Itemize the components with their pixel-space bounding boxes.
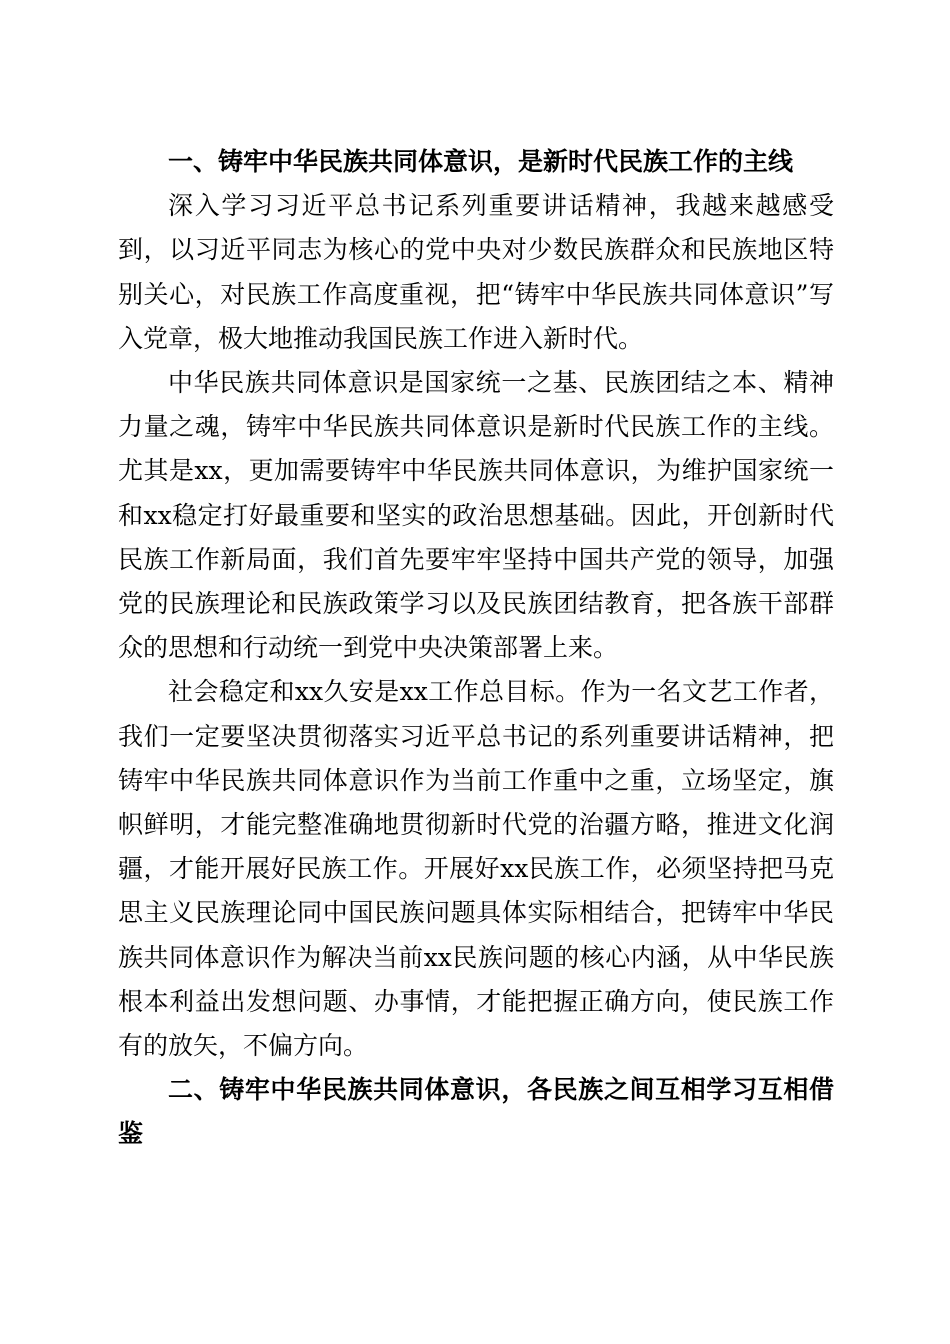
- section-1-paragraph-1: 深入学习习近平总书记系列重要讲话精神，我越来越感受到，以习近平同志为核心的党中央对少数民族群众和民族地区特别关心，对民族工作高度重视，把“铸牢中华民族共同体意识”写入党章，极大地推动我国民族工作进入新时代。: [118, 191, 834, 353]
- document-page: [118, 140, 834, 1157]
- section-1-heading: 一、铸牢中华民族共同体意识，是新时代民族工作的主线: [168, 147, 794, 176]
- section-1-paragraph-3: 社会稳定和xx久安是xx工作总目标。作为一名文艺工作者，我们一定要坚决贯彻落实习近平总书记的系列重要讲话精神，把铸牢中华民族共同体意识作为当前工作重中之重，立场坚定，旗帜鲜明，才能完整准确地贯彻新时代党的治疆方略，推进文化润疆，才能开展好民族工作。开展好xx民族工作，必须坚持把马克思主义民族理论同中国民族问题具体实际相结合，把铸牢中华民族共同体意识作为解决当前xx民族问题的核心内涵，从中华民族根本利益出发想问题、办事情，才能把握正确方向，使民族工作有的放矢，不偏方向。: [118, 677, 834, 1061]
- section-2-heading: 二、铸牢中华民族共同体意识，各民族之间互相学习互相借鉴: [118, 1075, 834, 1149]
- section-1-paragraph-2: 中华民族共同体意识是国家统一之基、民族团结之本、精神力量之魂，铸牢中华民族共同体意识是新时代民族工作的主线。尤其是xx，更加需要铸牢中华民族共同体意识，为维护国家统一和xx稳定打好最重要和坚实的政治思想基础。因此，开创新时代民族工作新局面，我们首先要牢牢坚持中国共产党的领导，加强党的民族理论和民族政策学习以及民族团结教育，把各族干部群众的思想和行动统一到党中央决策部署上来。: [118, 368, 834, 663]
